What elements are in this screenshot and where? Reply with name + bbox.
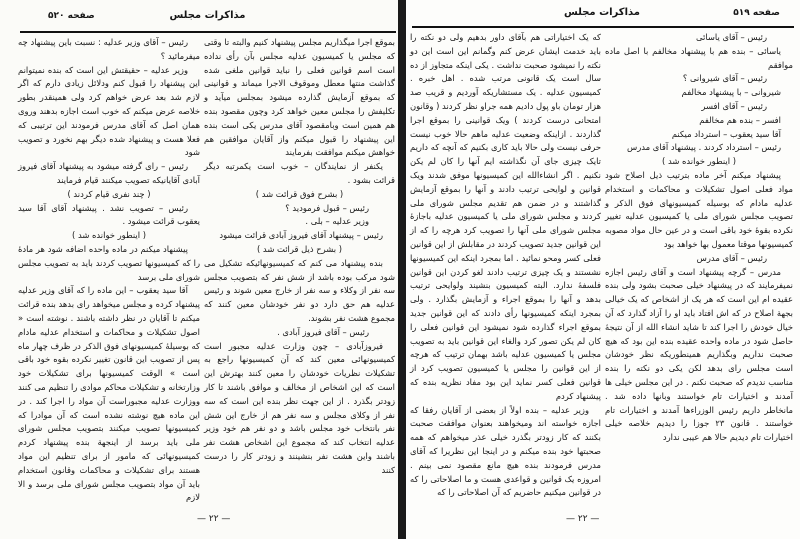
paragraph: رئیس – قبول فرمودید ؟: [285, 202, 369, 213]
page-footer-number: — ۲۲ —: [197, 514, 231, 524]
paragraph: آقا سید یعقوب – این ماده را که آقای وزیر عدلیه پیشنهاد کرده و مجلس میخواهد رای بدهد بنده قرائت میکنم تا آقایان در نظر داشته باشند . نوشته است « اصول تشکیلات و محاکمات و استخدام عدلیه مادام که بوسیلهٔ کمیسیونهای فوق الذکر در ظرف چهار ماه پس از تصویب این قانون تغییر نکرده بقوه خود باقی است » الوقت کمیسیونها برای تشکیلات خود وزارتخانه و تشکیلات محاکم موادی را تنظیم می کنند ووزارت عدلیه مجبوراست آن مواد را اجرا کند . در این ماده هیچ نوشته نشده است که آن موادرا که کمیسیونها تصویب میکنند بتصویب مجلس شورای ملی باید برسد از اینجهة بنده پیشنهاد کردم کمیسیونهائی که مامور از برای تنظیم این مواد هستند برای تشکیلات و محاکمات وقانون استخدام باید آن مواد بتصویب مجلس شورای ملی برسد و الا لازم: [18, 285, 200, 503]
paragraph: رئیس – آقای افسر: [701, 100, 767, 111]
paragraph: آقا سید یعقوب – استرداد میکنم: [671, 128, 781, 139]
stage-direction: ( بشرح فوق قرائت شد ): [255, 188, 344, 199]
paragraph: رئیس – تصویب نشد . پیشنهاد آقای آقا سید یعقوب قرائت میشود .: [18, 202, 200, 227]
paragraph: رئیس – آقای مدرس: [696, 252, 767, 263]
paragraph: رئیس – آقای وزیر عدلیه : نسبت باین پیشنهاد چه میفرمائید ؟: [18, 37, 200, 61]
column-left: [18, 36, 200, 505]
header-rule: [20, 31, 396, 33]
paragraph: یکنفر از نمایندگان – خوب است یکمرتبه دیگر قرائت بشود .: [204, 161, 395, 185]
paragraph: پیشنهاد میکنم آخر ماده بترتیب ذیل اصلاح شود مواد فعلی اصول تشکیلات و محاکمات و استخدام عدلیه مادام که بوسیله کمیسیونهای فوق الذکر و تصویب مجلس شورای ملی یا کمیسیون عدلیه تغییر نکرده بقوهٔ خود باقی است و در عین حال مواد مصوبه کمیسیونها موقتا معمول بها خواهد بود: [605, 169, 793, 249]
column-left: [410, 31, 601, 500]
page-label: صفحه ۵۲۰: [48, 11, 95, 21]
paragraph: رئیس – پیشنهاد آقای فیروز آبادی قرائت میشود: [219, 230, 383, 241]
page-label: صفحه ۵۱۹: [733, 8, 780, 18]
paragraph: افسر – بنده هم مخالفم: [699, 114, 781, 125]
page-header: [20, 8, 395, 28]
paragraph: وزیر عدلیه – بلی .: [305, 216, 369, 227]
paragraph: وزیر عدلیه – حقیقتش این است که بنده نمیتوانم این پیشنهاد را قبول کنم ودلائل زیادی دارم که اگر لازم شد بعد عرض خواهم کرد ولی همینقدر بطور خلاصه عرض میکنم که خوب است اجازه بدهند وروی همان اصل که آقای مدرس فرمودند این ترتیبی که فعلا هست و پیشنهاد شده دیگر بهم نخورد و تصویب شود: [18, 64, 200, 158]
paragraph: بموقع اجرا میگذاریم مجلس پیشنهاد کنیم والبته تا وقتی که مجلس یا کمیسیون عدلیه مجلس بآن رأی نداده است اسم قوانین فعلی را نباید قوانین ملغی شده گذاشت منتها معطل وموقوف الاجرا میماند و قوانینی که بموقع آزمایش گذارده میشود بمجلس میآید و تکلیفش را مجلس معین خواهد کرد وچون مقصود بنده هم همین است وبامقصود آقای مدرس یکی است بنده این پیشنهاد را قبول میکنم واز آقایان موافقین هم خواهش میکنم موافقت بفرمایند: [204, 37, 395, 158]
page-footer-number: — ۲۲ —: [566, 514, 600, 524]
page-header: [410, 5, 794, 25]
paragraph: شیروانی – با پیشنهاد مخالفم: [681, 87, 781, 98]
stage-direction: ( اینطور خوانده شد ): [72, 230, 146, 241]
stage-direction: ( اینطور خوانده شد ): [662, 156, 736, 167]
paragraph: بنده پیشنهاد می کنم که کمیسیونهائیکه تشکیل می شود مرکب بوده باشد از شش نفر که بتصویب مجلس سه نفر از وکلاء و سه نفر از خارج معین شوند و رئیس عدلیه هم حق دارد دو نفر خودشان معین کنند که مجموع هشت نفر بشوند.: [204, 257, 395, 323]
paragraph: رئیس – آقای فیروز آبادی .: [277, 326, 369, 337]
paragraph: رئیس – آقای شیروانی ؟: [682, 73, 767, 84]
stage-direction: ( چند نفری قیام کردند ): [67, 188, 151, 199]
paragraph: وزیر عدلیه – بنده اولاً از بعضی از آقایان رفقا که اجازه خواسته اند ومیخواهند بعنوان موافقت صحبت بکنند که کار زودتر بگذرد خیلی عذر میخواهم که همه صحبتها خود بنده میکنم و در اینجا این نظریرا که آقای مدرس فرمودند بنده هیچ مانع مقصود نمی بینم . امروزه یک قوانین و قواعدی هست و ما اصلاحاتی را که در قوانین میکنیم حاضریم که آن اصلاحاتی را که: [410, 404, 601, 498]
paragraph: رئیس – استرداد کردند . پیشنهاد آقای مدرس: [627, 142, 781, 153]
paragraph: رئیس – رای گرفته میشود به پیشنهاد آقای فیروز آبادی آقایانیکه تصویب میکنند قیام فرمایند: [18, 161, 200, 185]
running-title: مذاکرات مجلس: [563, 7, 640, 18]
paragraph: یاسائی – بنده هم با پیشنهاد مخالفم با اصل ماده موافقم: [605, 45, 793, 70]
column-right: [204, 36, 395, 478]
paragraph: مدرس – گرچه پیشنهاد است و آقای رئیس اجازه نمیفرمایند که در پیشنهاد خیلی صحبت بشود ولی بنده عقیده ام این است که هر یک از اشخاص که یک خیالی بجهة اصلاح در که اش افتاد باید او را آزاد گذارد که آن خیال خودش را اجرا کند تا شاید انشاء الله از آن نتیجهٔ حاصل شود در ماده واحده عقیده بنده این بود که هیچ صحبت نداریم وبگذاریم همینطوریکه نظر خودشان است مجلس رای بدهد لکن یکی دو نکته را بنده مناسب ندیدم که صحبت نکنم . در این مجلس خیلی ها آمدند و اختیارات تام خواستند وبانها داده شد . مانخاطر داریم رئیس الوزراءها آمدند و اختیارات تام خواستند . قانون ۲۳ جوزا را دیدیم خلاصه خیلی اختیارات تام دیدیم حالا هم عیبی ندارد: [605, 266, 793, 443]
paragraph: رئیس – آقای یاسائی: [696, 32, 767, 42]
stage-direction: ( بشرح ذیل قرائت شد ): [257, 243, 342, 254]
header-rule: [412, 26, 794, 28]
paragraph: فیروزآبادی – چون وزارت عدلیه مجبور است کمیسیونهائی معین کند که آن کمیسیونها راجع به تشکیلات نظریات خودشان را معین کنند بهترش این است که این اشخاص از مخالف و موافق باشند تا کار زودتر بگذرد . از این جهت نظر بنده این است که سه نفر از وکلای مجلس و سه نفر هم از خارج این شش نفر بانتخاب خود مجلس باشد و دو نفر هم خود وزیر عدلیه انتخاب کند که مجموع این اشخاص هشت نفر باشند واین هشت نفر بنشینند و زودتر کار را درست کنند: [204, 340, 395, 475]
column-right: [605, 31, 793, 445]
page-519: [406, 0, 800, 539]
paragraph: که یک اختیاراتی هم بآقای داور بدهیم ولی دو نکته را باید خدمت ایشان عرض کنم وگمانم این است این دو نکته را نمیشود صحبت نداشت . یکی اینکه متجاوز از ده سال است یک قانونی مرتب شده . اهل خبره . کمیسیون عدلیه . یک مستشاریکه آوردیم و قریب صد هزار تومان باو پول دادیم همه جراو نظر کردند ( وقانون امتحانی درست کردند ) ویک قوانینی را بموقع اجرا گذاردند . ازاینکه وضعیت عدلیه ماهم حالا خوب نیست حرفی نیست ولی حالا باید کاری بکنیم که آنچه که داریم تایک چیزی جای آن نگذاشته ایم آنها را کان لم یکن نکنیم . اگر انشاءالله این کمیسیونها موفق شدند ویک قوانین و لوایحی ترتیب دادند و آنها را بموقع آزمایش گذاشتند و در ضمن هم تقدیم مجلس شورای ملی کردند و مجلس شورای ملی یا کمیسیون عدلیه باجازهٔ مجلس شورای ملی آنها را تصویب کرد هرچه را که از این قوانین جدید تصویب کردند در مقابلش از این قوانین فعلی کسر ومحو نمائید . اما بمجرد اینکه این کمیسیونها نشستند و یک چیزی ترتیب دادند لغو کردن این قوانین فلسفهٔ ندارد. البته کمیسیون بنشیند ولوایحی ترتیب بدهد و آنها را بموقع اجراء و آزمایش بگذارد . ولی بمجرد اینکه کمیسیونها رأی دادند که این قوانین جدید بموقع اجراء گذارده شود نمیشود این قوانین فعلی را کان لم یکن تصور کرد والغاء این قوانین باید به تصویب مجلس یا کمیسیون عدلیه باشد بهمان ترتیب که هرچه از این قوانین را مجلس یا کمیسیون تصویب کرد از قوانین فعلی کسر نماید این بود مفاد نظریه بنده که پیشنهاد کردم: [410, 32, 601, 401]
running-title: مذاکرات مجلس: [169, 10, 246, 21]
paragraph: پیشنهاد میکنم در ماده واحده اضافه شود هر مادهٔ را که کمیسیونها تصویب کردند باید به تصویب مجلس شورای ملی برسد: [18, 243, 200, 282]
